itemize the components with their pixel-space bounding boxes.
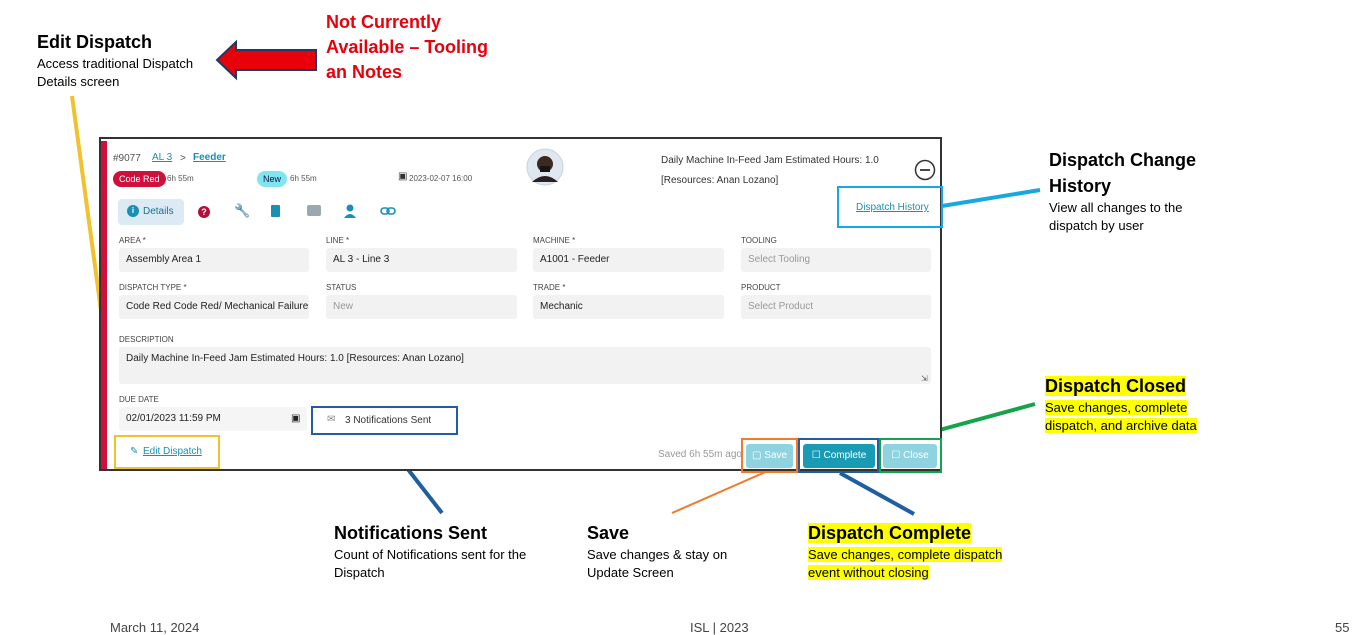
status-field: New: [326, 295, 517, 319]
notifications-sent-count: 3 Notifications Sent: [345, 415, 432, 426]
edit-dispatch-annotation-line1: Access traditional Dispatch: [37, 56, 194, 71]
notifications-annotation-line2: Dispatch: [334, 565, 385, 580]
user-icon[interactable]: [344, 204, 356, 218]
card-accent-bar: [101, 141, 107, 469]
summary-line2: [Resources: Anan Lozano]: [661, 175, 779, 186]
avatar: [526, 148, 564, 186]
close-button-label: Close: [903, 450, 929, 461]
history-annotation-line2: dispatch by user: [1049, 218, 1144, 233]
tab-details[interactable]: [118, 199, 184, 225]
history-annotation-title2: History: [1049, 176, 1112, 196]
left-arrow-icon: [217, 42, 316, 78]
due-date-input[interactable]: 02/01/2023 11:59 PM: [119, 407, 307, 431]
description-textarea[interactable]: Daily Machine In-Feed Jam Estimated Hours: 1.0 [Resources: Anan Lozano]: [119, 347, 931, 384]
edit-icon: ✎: [130, 446, 139, 457]
breadcrumb-line-link[interactable]: AL 3: [152, 152, 173, 163]
tooling-label: TOOLING: [741, 236, 777, 245]
dispatch-type-label: DISPATCH TYPE *: [119, 283, 187, 292]
checkbox-icon: ☐: [811, 450, 821, 461]
info-icon: i: [127, 205, 139, 217]
product-select[interactable]: Select Product: [741, 295, 931, 319]
edit-dispatch-highlight-box: [114, 435, 220, 469]
save-annotation-title: Save: [587, 523, 630, 543]
close-checkbox-icon: ☐: [891, 450, 901, 461]
calendar-picker-icon[interactable]: ▣: [291, 413, 301, 424]
trade-select[interactable]: Mechanic: [533, 295, 724, 319]
breadcrumb-separator: >: [180, 153, 186, 164]
footer-center: ISL | 2023: [690, 620, 749, 635]
document-icon[interactable]: [271, 205, 280, 217]
dispatch-type-select[interactable]: Code Red Code Red/ Mechanical Failure: [119, 295, 309, 319]
edit-dispatch-link[interactable]: Edit Dispatch: [143, 446, 202, 457]
link-icon[interactable]: [380, 205, 396, 217]
status-label: STATUS: [326, 283, 357, 292]
calendar-icon: ▣: [398, 171, 408, 182]
not-available-line3: an Notes: [326, 62, 403, 82]
save-connector: [672, 470, 770, 513]
notifications-annotation-line1: Count of Notifications sent for the: [334, 547, 527, 562]
complete-button-label: Complete: [823, 450, 867, 461]
save-button[interactable]: [746, 444, 793, 468]
code-red-time: 6h 55m: [167, 174, 194, 183]
footer-page-number: 55: [1335, 620, 1350, 635]
due-date-label: DUE DATE: [119, 395, 159, 404]
edit-dispatch-annotation-title: Edit Dispatch: [37, 32, 153, 52]
not-available-line1: Not Currently: [326, 12, 442, 32]
notifications-annotation-title: Notifications Sent: [334, 523, 488, 543]
resize-handle-icon[interactable]: ⇲: [921, 374, 928, 383]
save-button-label: Save: [764, 450, 788, 461]
code-red-badge: Code Red: [113, 171, 166, 187]
question-icon[interactable]: ?: [198, 206, 210, 218]
closed-annotation-line2: dispatch, and archive data: [1045, 418, 1197, 433]
trade-label: TRADE *: [533, 283, 566, 292]
tab-details-label: Details: [143, 206, 174, 217]
area-select[interactable]: Assembly Area 1: [119, 248, 309, 272]
dispatch-date: 2023-02-07 16:00: [409, 174, 473, 183]
history-connector: [942, 190, 1040, 206]
tooling-icon[interactable]: [307, 205, 321, 216]
complete-annotation-line2: event without closing: [808, 565, 929, 580]
dispatch-card: [99, 137, 942, 471]
notifications-box: [311, 406, 458, 435]
line-label: LINE *: [326, 236, 350, 245]
edit-dispatch-annotation-line2: Details screen: [37, 74, 120, 89]
breadcrumb-machine-link[interactable]: Feeder: [193, 152, 226, 163]
close-button[interactable]: [883, 444, 937, 468]
collapse-minus-icon[interactable]: [914, 159, 936, 181]
description-label: DESCRIPTION: [119, 335, 174, 344]
product-label: PRODUCT: [741, 283, 781, 292]
envelope-icon: ✉: [327, 414, 336, 425]
dispatch-id: #9077: [113, 153, 141, 164]
save-annotation-line2: Update Screen: [587, 565, 674, 580]
tooling-select[interactable]: Select Tooling: [741, 248, 931, 272]
complete-connector: [840, 473, 914, 514]
wrench-icon[interactable]: 🔧: [234, 203, 251, 218]
summary-line1: Daily Machine In-Feed Jam Estimated Hours: 1.0: [661, 155, 879, 166]
new-badge: New: [257, 171, 287, 187]
area-label: AREA *: [119, 236, 146, 245]
line-select[interactable]: AL 3 - Line 3: [326, 248, 517, 272]
machine-select[interactable]: A1001 - Feeder: [533, 248, 724, 272]
history-annotation-line1: View all changes to the: [1049, 200, 1183, 215]
save-annotation-line1: Save changes & stay on: [587, 547, 728, 562]
saved-status: Saved 6h 55m ago: [658, 449, 742, 460]
machine-label: MACHINE *: [533, 236, 576, 245]
closed-annotation-line1: Save changes, complete: [1045, 400, 1188, 415]
complete-annotation-title: Dispatch Complete: [808, 523, 972, 543]
not-available-line2: Available – Tooling: [326, 37, 489, 57]
closed-annotation-title: Dispatch Closed: [1045, 376, 1187, 396]
complete-button[interactable]: [803, 444, 875, 468]
footer-date: March 11, 2024: [110, 620, 200, 635]
save-icon: ▢: [751, 450, 762, 461]
complete-annotation-line1: Save changes, complete dispatch: [808, 547, 1003, 562]
new-time: 6h 55m: [290, 174, 317, 183]
history-annotation-title1: Dispatch Change: [1049, 150, 1197, 170]
dispatch-history-link[interactable]: Dispatch History: [856, 202, 929, 213]
